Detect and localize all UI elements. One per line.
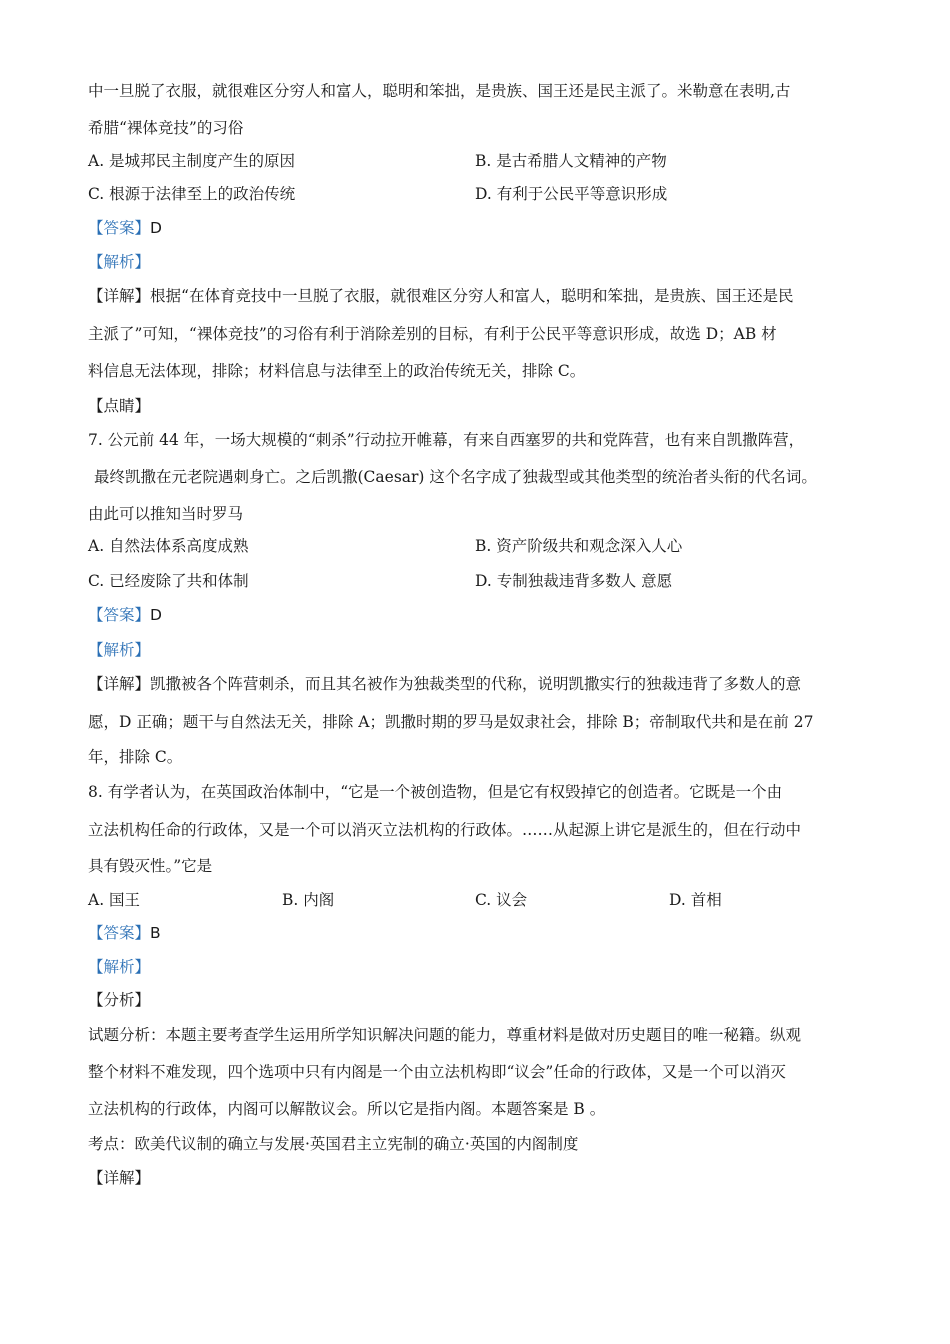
q7-detail-line [88, 673, 801, 695]
q8-stem-line: 8. 有学者认为，在英国政治体制中，“它是一个被创造物，但是它有权毁掉它的创造者。它既是一个由 [88, 783, 783, 801]
answer-tag: 【答案】 [88, 219, 151, 237]
q8-fenxi-line: 试题分析：本题主要考查学生运用所学知识解决问题的能力，尊重材料是做对历史题目的唯一秘籍。纵观 [88, 1026, 802, 1044]
analysis-tag: 【解析】 [88, 958, 151, 976]
q8-stem-line: 立法机构任命的行政体，又是一个可以消灭立法机构的行政体。……从起源上讲它是派生的，但在行动中 [88, 821, 802, 839]
q8-fenxi-line: 整个材料不难发现，四个选项中只有内阁是一个由立法机构即“议会”任命的行政体，又是一个可以消灭 [88, 1063, 786, 1081]
q8-option-a: A. 国王 [88, 891, 141, 909]
q8-kaodian-line: 考点：欧美代议制的确立与发展·英国君主立宪制的确立·英国的内阁制度 [88, 1135, 579, 1153]
detail-text: 凯撒被各个阵营刺杀，而且其名被作为独裁类型的代称，说明凯撒实行的独裁违背了多数人的意 [150, 675, 802, 693]
q7-stem-line: 7. 公元前 44 年，一场大规模的“刺杀”行动拉开帷幕，有来自西塞罗的共和党阵营，也有来自凯撒阵营， [88, 431, 805, 449]
q8-option-d: D. 首相 [669, 891, 722, 909]
answer-value: B [150, 924, 161, 942]
q6-analysis-heading [88, 251, 150, 273]
q7-detail-line: 年，排除 C。 [88, 748, 183, 766]
q8-fenxi-heading: 【分析】 [88, 991, 151, 1009]
q7-stem-line: 最终凯撒在元老院遇刺身亡。之后凯撒(Caesar) 这个名字成了独裁型或其他类型的统治者头衔的代名词。 [94, 468, 817, 486]
q6-option-a: A. 是城邦民主制度产生的原因 [88, 152, 296, 170]
q7-answer [88, 604, 162, 626]
q6-answer [88, 217, 162, 239]
answer-tag: 【答案】 [88, 924, 151, 942]
q8-analysis-heading [88, 956, 150, 978]
q8-detail-heading: 【详解】 [88, 1169, 151, 1187]
q8-fenxi-line: 立法机构的行政体，内阁可以解散议会。所以它是指内阁。本题答案是 B 。 [88, 1100, 606, 1118]
q7-detail-line: 愿，D 正确；题干与自然法无关，排除 A；凯撒时期的罗马是奴隶社会，排除 B；帝制取代共和是在前 27 [88, 713, 814, 731]
detail-text: 根据“在体育竞技中一旦脱了衣服，就很难区分穷人和富人，聪明和笨拙，是贵族、国王还是民 [150, 287, 794, 305]
q8-answer [88, 922, 161, 944]
q6-comment-heading: 【点睛】 [88, 397, 151, 415]
q8-option-c: C. 议会 [475, 891, 528, 909]
analysis-tag: 【解析】 [88, 253, 151, 271]
q6-option-c: C. 根源于法律至上的政治传统 [88, 185, 296, 203]
q6-detail-line: 料信息无法体现，排除；材料信息与法律至上的政治传统无关，排除 C。 [88, 362, 586, 380]
analysis-tag: 【解析】 [88, 641, 151, 659]
q6-option-d: D. 有利于公民平等意识形成 [475, 185, 668, 203]
q7-option-d: D. 专制独裁违背多数人 意愿 [475, 572, 673, 590]
q6-stem-line: 中一旦脱了衣服，就很难区分穷人和富人，聪明和笨拙，是贵族、国王还是民主派了。米勒意在表明,古 [88, 82, 791, 100]
answer-value: D [150, 606, 162, 624]
q6-detail-line [88, 285, 793, 307]
q7-option-a: A. 自然法体系高度成熟 [88, 537, 249, 555]
q6-option-b: B. 是古希腊人文精神的产物 [475, 152, 667, 170]
q8-stem-line: 具有毁灭性。”它是 [88, 857, 213, 875]
q7-option-c: C. 已经废除了共和体制 [88, 572, 249, 590]
q7-analysis-heading [88, 639, 150, 661]
q6-detail-line: 主派了”可知，“裸体竞技”的习俗有利于消除差别的目标，有利于公民平等意识形成，故选 D；AB 材 [88, 325, 777, 343]
q7-option-b: B. 资产阶级共和观念深入人心 [475, 537, 683, 555]
answer-value: D [150, 219, 162, 237]
q7-stem-line: 由此可以推知当时罗马 [88, 505, 244, 523]
detail-tag: 【详解】 [88, 675, 151, 693]
answer-tag: 【答案】 [88, 606, 151, 624]
q6-stem-line: 希腊“裸体竞技”的习俗 [88, 119, 244, 137]
q8-option-b: B. 内阁 [282, 891, 335, 909]
detail-tag: 【详解】 [88, 287, 151, 305]
